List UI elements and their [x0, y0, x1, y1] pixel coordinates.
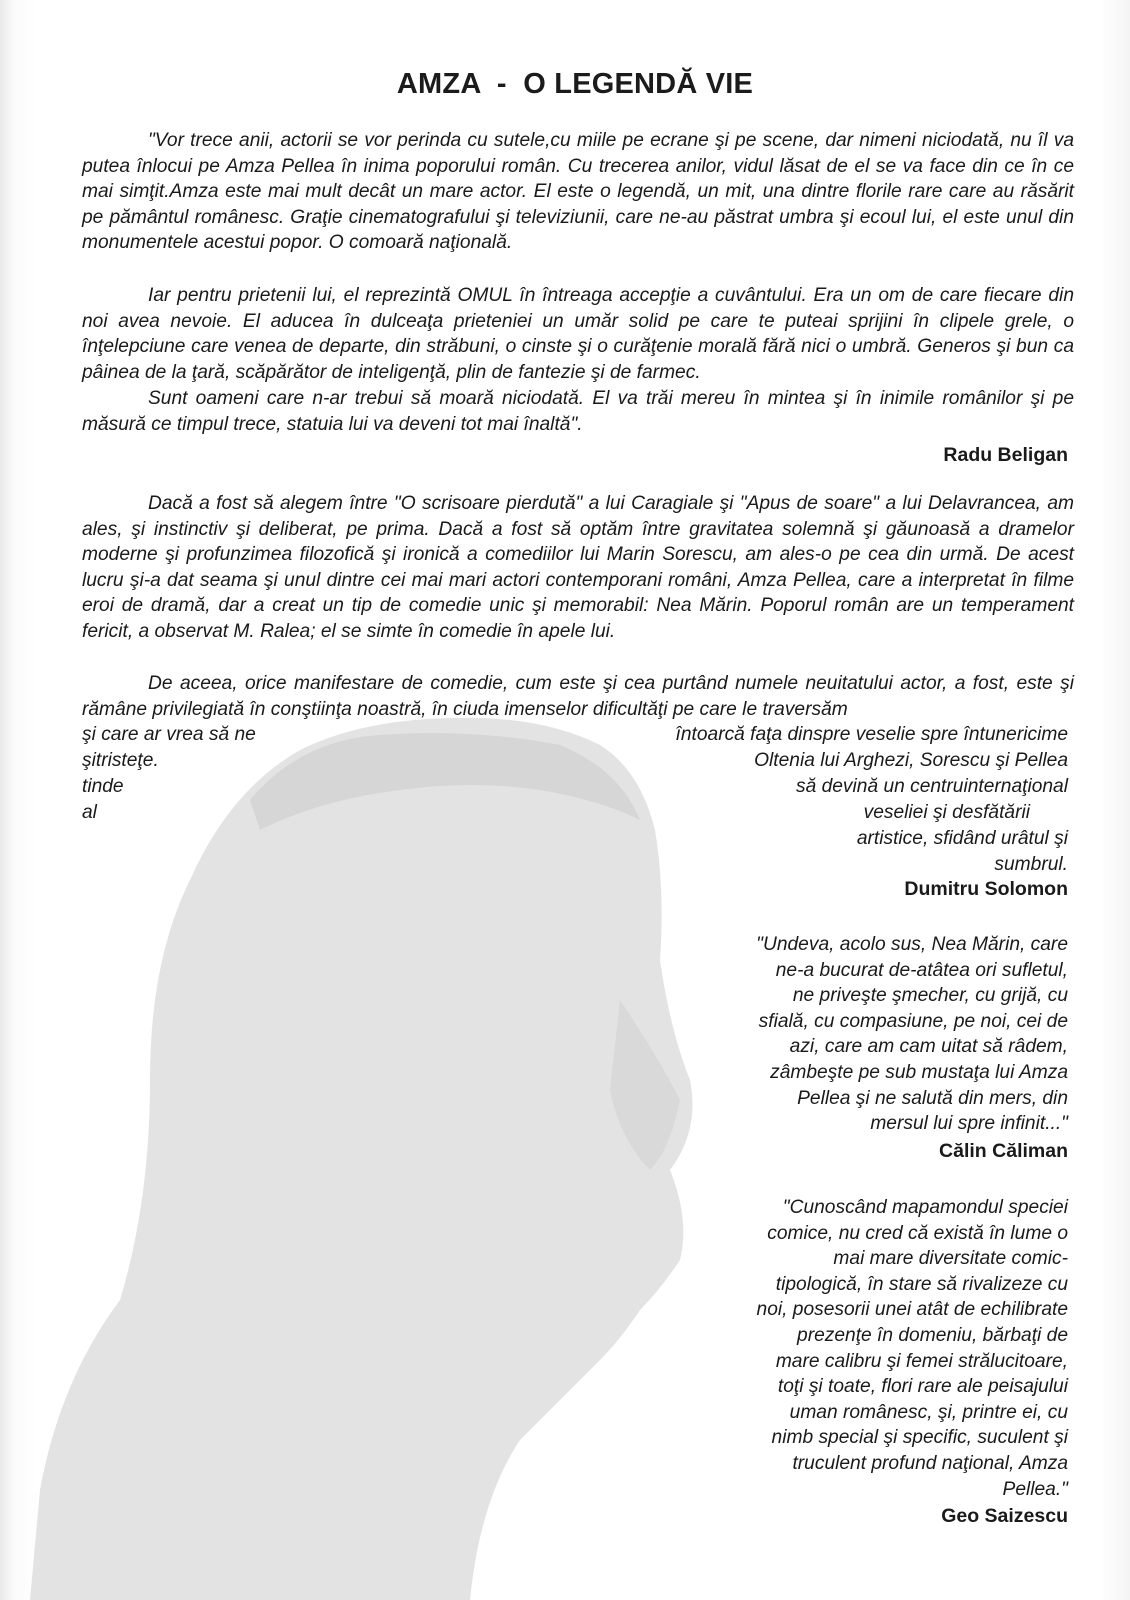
quote-line: azi, care am cam uitat să râdem,	[789, 1036, 1068, 1058]
text-fragment-right: sumbrul.	[994, 854, 1068, 875]
quote-line: noi, posesorii unei atât de echilibrate	[756, 1299, 1068, 1321]
quote-line: toţi şi toate, flori rare ale peisajului	[777, 1376, 1068, 1398]
text-fragment-left: şitristeţe.	[82, 750, 159, 771]
author-signature: Călin Căliman	[939, 1140, 1068, 1162]
text-fragment-right: să devină un centruinternaţional	[795, 776, 1068, 797]
quote-line: mersul lui spre infinit..."	[870, 1113, 1068, 1135]
quote-line: sfială, cu compasiune, pe noi, cei de	[758, 1010, 1068, 1032]
text-fragment-right: veseliei şi desfătării	[863, 802, 1030, 823]
quote-line: zâmbeşte pe sub mustaţa lui Amza	[770, 1061, 1068, 1083]
quote-saizescu	[757, 1195, 1068, 1502]
paragraph-friends: Iar pentru prietenii lui, el reprezintă OMUL în întreaga accepţie a cuvântului. Era un om de care fiecare din noi avea nevoie. El aducea în dulceaţa prieteniei un umăr solid pe care te puteai sprijini în clipele grele, o înţelepciune care venea de departe, din străbuni, o cinste şi o curăţenie morală fără nici o umbră. Generos şi bun ca pâinea de la ţară, scăpărător de inteligenţă, plin de fantezie şi de farmec.	[82, 285, 1074, 383]
author-signature: Dumitru Solomon	[904, 878, 1068, 900]
text-fragment-right: întoarcă faţa dinspre veselie spre întunericime	[675, 724, 1068, 745]
quote-line: Pellea şi ne salută din mers, din	[797, 1087, 1068, 1109]
quote-line: prezenţe în domeniu, bărbaţi de	[797, 1324, 1068, 1346]
text-fragment-left: tinde	[82, 776, 124, 797]
quote-line: "Undeva, acolo sus, Nea Mărin, care	[756, 934, 1068, 955]
quote-line: uman românesc, şi, printre ei, cu	[789, 1401, 1068, 1423]
quote-line: nimb special şi specific, suculent şi	[771, 1427, 1068, 1449]
page-title: AMZA - O LEGENDĂ VIE	[396, 68, 754, 100]
quote-line: truculent profund naţional, Amza	[792, 1452, 1068, 1474]
quote-line: comice, nu cred că există în lume o	[767, 1222, 1068, 1244]
text-fragment-left: al	[82, 802, 97, 823]
quote-caliman	[756, 932, 1068, 1137]
text-fragment-left: şi care ar vrea să ne	[82, 724, 256, 745]
paragraph-comedy: Dacă a fost să alegem între "O scrisoare pierdută" a lui Caragiale şi "Apus de soare" a lui Delavrancea, am ales, şi instinctiv şi deliberat, pe prima. Dacă a fost să optăm între gravitatea solemnă şi găunoasă a dramelor moderne şi profunzimea filozofică şi ironică a comediilor lui Marin Sorescu, am ales-o pe cea din urmă. De acest lucru şi-a dat seama şi unul dintre cei mai mari actori contemporani români, Amza Pellea, care a interpretat în filme eroi de dramă, dar a creat un tip de comedie unic şi memorabil: Nea Mărin. Poporul român are un temperament fericit, a observat M. Ralea; el se simte în comedie în apele lui.	[82, 493, 1074, 642]
author-signature: Radu Beligan	[943, 444, 1068, 466]
quote-line: mare calibru şi femei strălucitoare,	[775, 1350, 1068, 1372]
text-fragment-right: Oltenia lui Arghezi, Sorescu şi Pellea	[754, 750, 1068, 771]
quote-line: mai mare diversitate comic-	[833, 1248, 1068, 1270]
head-silhouette-shape	[30, 718, 693, 1600]
quote-line: ne priveşte şmecher, cu grijă, cu	[792, 985, 1068, 1007]
quote-line: ne-a bucurat de-atâtea ori sufletul,	[775, 959, 1068, 981]
quote-line: "Cunoscând mapamondul speciei	[782, 1197, 1068, 1218]
paragraph-intro: "Vor trece anii, actorii se vor perinda cu sutele,cu miile pe ecrane şi pe scene, dar nimeni niciodată, nu îl va putea înlocui pe Amza Pellea în inima poporului român. Cu trecerea anilor, vidul lăsat de el se va face din ce în ce mai simţit.Amza este mai mult decât un mare actor. El este o legendă, un mit, una dintre florile rare care au răsărit pe pământul românesc. Graţie cinematografului şi televiziunii, care ne-au păstrat umbra şi ecoul lui, el este unul din monumentele acestui popor. O comoară naţională.	[82, 130, 1074, 254]
paragraph-closing: Sunt oameni care n-ar trebui să moară niciodată. El va trăi mereu în mintea şi în inimile românilor şi pe măsură ce timpul trece, statuia lui va deveni tot mai înaltă".	[82, 388, 1074, 435]
quote-line: tipologică, în stare să rivalizeze cu	[775, 1273, 1068, 1295]
author-signature: Geo Saizescu	[941, 1505, 1068, 1527]
text-fragment-right: artistice, sfidând urâtul şi	[856, 828, 1068, 849]
quote-line: Pellea."	[1002, 1478, 1068, 1500]
paragraph-manifestation: De aceea, orice manifestare de comedie, cum este şi cea purtând numele neuitatului actor, a fost, este şi rămâne privilegiată în conştiinţa noastră, în ciuda imenselor dificultăţi pe care le traversăm	[82, 673, 1074, 720]
